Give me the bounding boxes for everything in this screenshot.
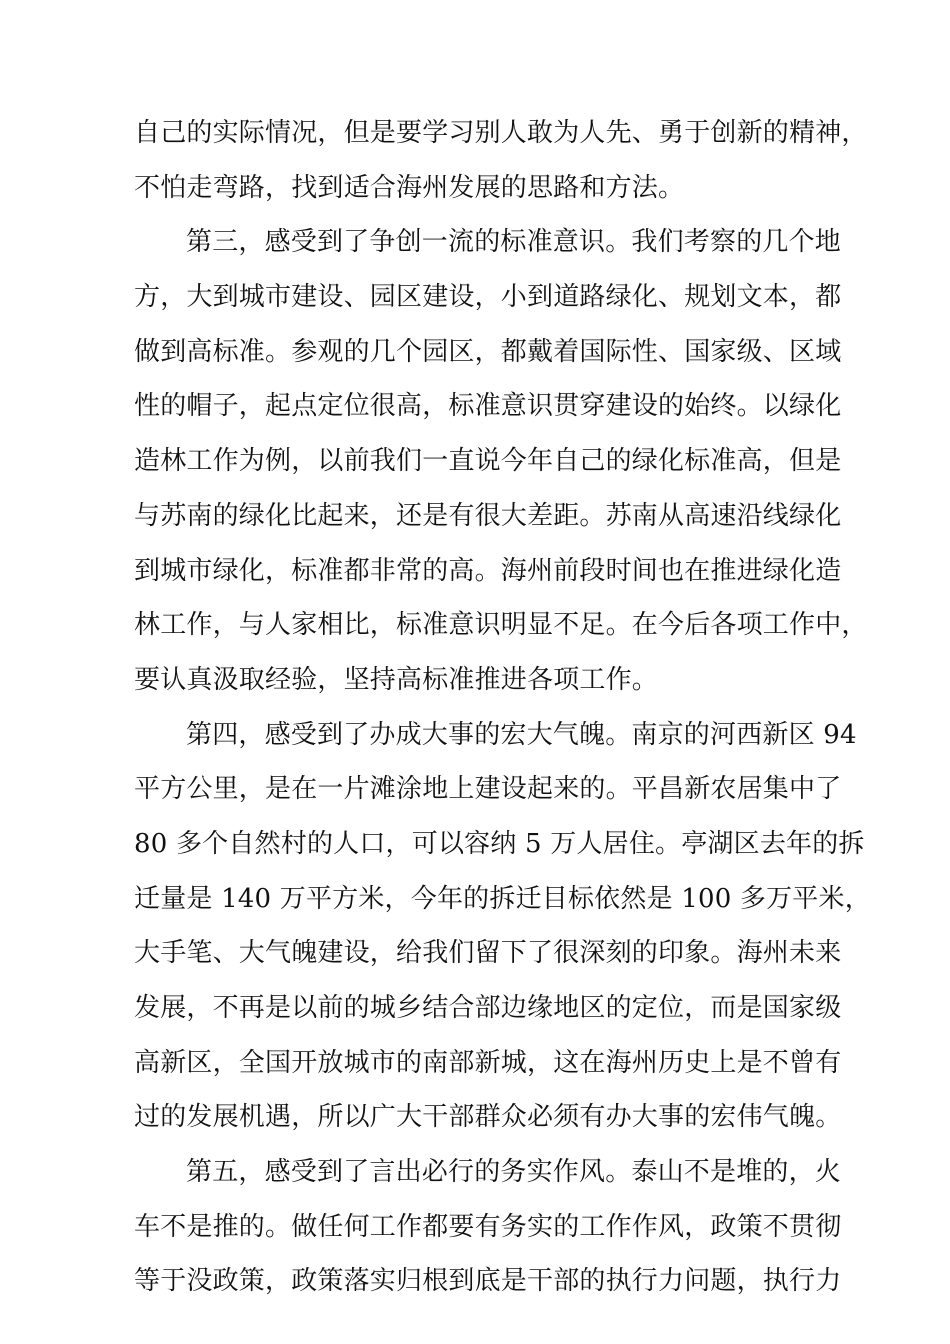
paragraph-start-line: 第五，感受到了言出必行的务实作风。泰山不是堆的，火 <box>186 1157 842 1188</box>
text-line: 造林工作为例，以前我们一直说今年自己的绿化标准高，但是 <box>134 446 842 477</box>
text-line: 车不是推的。做任何工作都要有务实的工作作风，政策不贯彻 <box>134 1211 842 1242</box>
text-line: 过的发展机遇，所以广大干部群众必须有办大事的宏伟气魄。 <box>134 1102 842 1133</box>
text-line: 与苏南的绿化比起来，还是有很大差距。苏南从高速沿线绿化 <box>134 500 842 531</box>
text-line: 80 多个自然村的人口，可以容纳 5 万人居住。亭湖区去年的拆 <box>134 828 865 859</box>
text-line: 不怕走弯路，找到适合海州发展的思路和方法。 <box>134 172 685 203</box>
text-line: 自己的实际情况，但是要学习别人敢为人先、勇于创新的精神， <box>134 118 868 148</box>
text-line: 林工作，与人家相比，标准意识明显不足。在今后各项工作中， <box>134 610 868 641</box>
text-line: 高新区，全国开放城市的南部新城，这在海州历史上是不曾有 <box>134 1047 842 1078</box>
paragraph-start-line: 第四，感受到了办成大事的宏大气魄。南京的河西新区 94 <box>186 719 857 750</box>
text-line: 发展，不再是以前的城乡结合部边缘地区的定位，而是国家级 <box>134 993 842 1023</box>
text-line: 方，大到城市建设、园区建设，小到道路绿化、规划文本，都 <box>134 282 842 313</box>
text-line: 做到高标准。参观的几个园区，都戴着国际性、国家级、区域 <box>134 336 842 367</box>
text-line: 性的帽子，起点定位很高，标准意识贯穿建设的始终。以绿化 <box>134 391 842 422</box>
text-line: 大手笔、大气魄建设，给我们留下了很深刻的印象。海州未来 <box>134 938 842 969</box>
text-line: 要认真汲取经验，坚持高标准推进各项工作。 <box>134 664 659 695</box>
text-line: 到城市绿化，标准都非常的高。海州前段时间也在推进绿化造 <box>134 555 842 586</box>
text-line: 等于没政策，政策落实归根到底是干部的执行力问题，执行力 <box>134 1266 842 1297</box>
body-text <box>134 106 871 1309</box>
text-line: 平方公里，是在一片滩涂地上建设起来的。平昌新农居集中了 <box>134 774 842 805</box>
paragraph-start-line: 第三，感受到了争创一流的标准意识。我们考察的几个地 <box>186 227 842 258</box>
text-line: 迁量是 140 万平方米，今年的拆迁目标依然是 100 多万平米， <box>134 883 871 914</box>
